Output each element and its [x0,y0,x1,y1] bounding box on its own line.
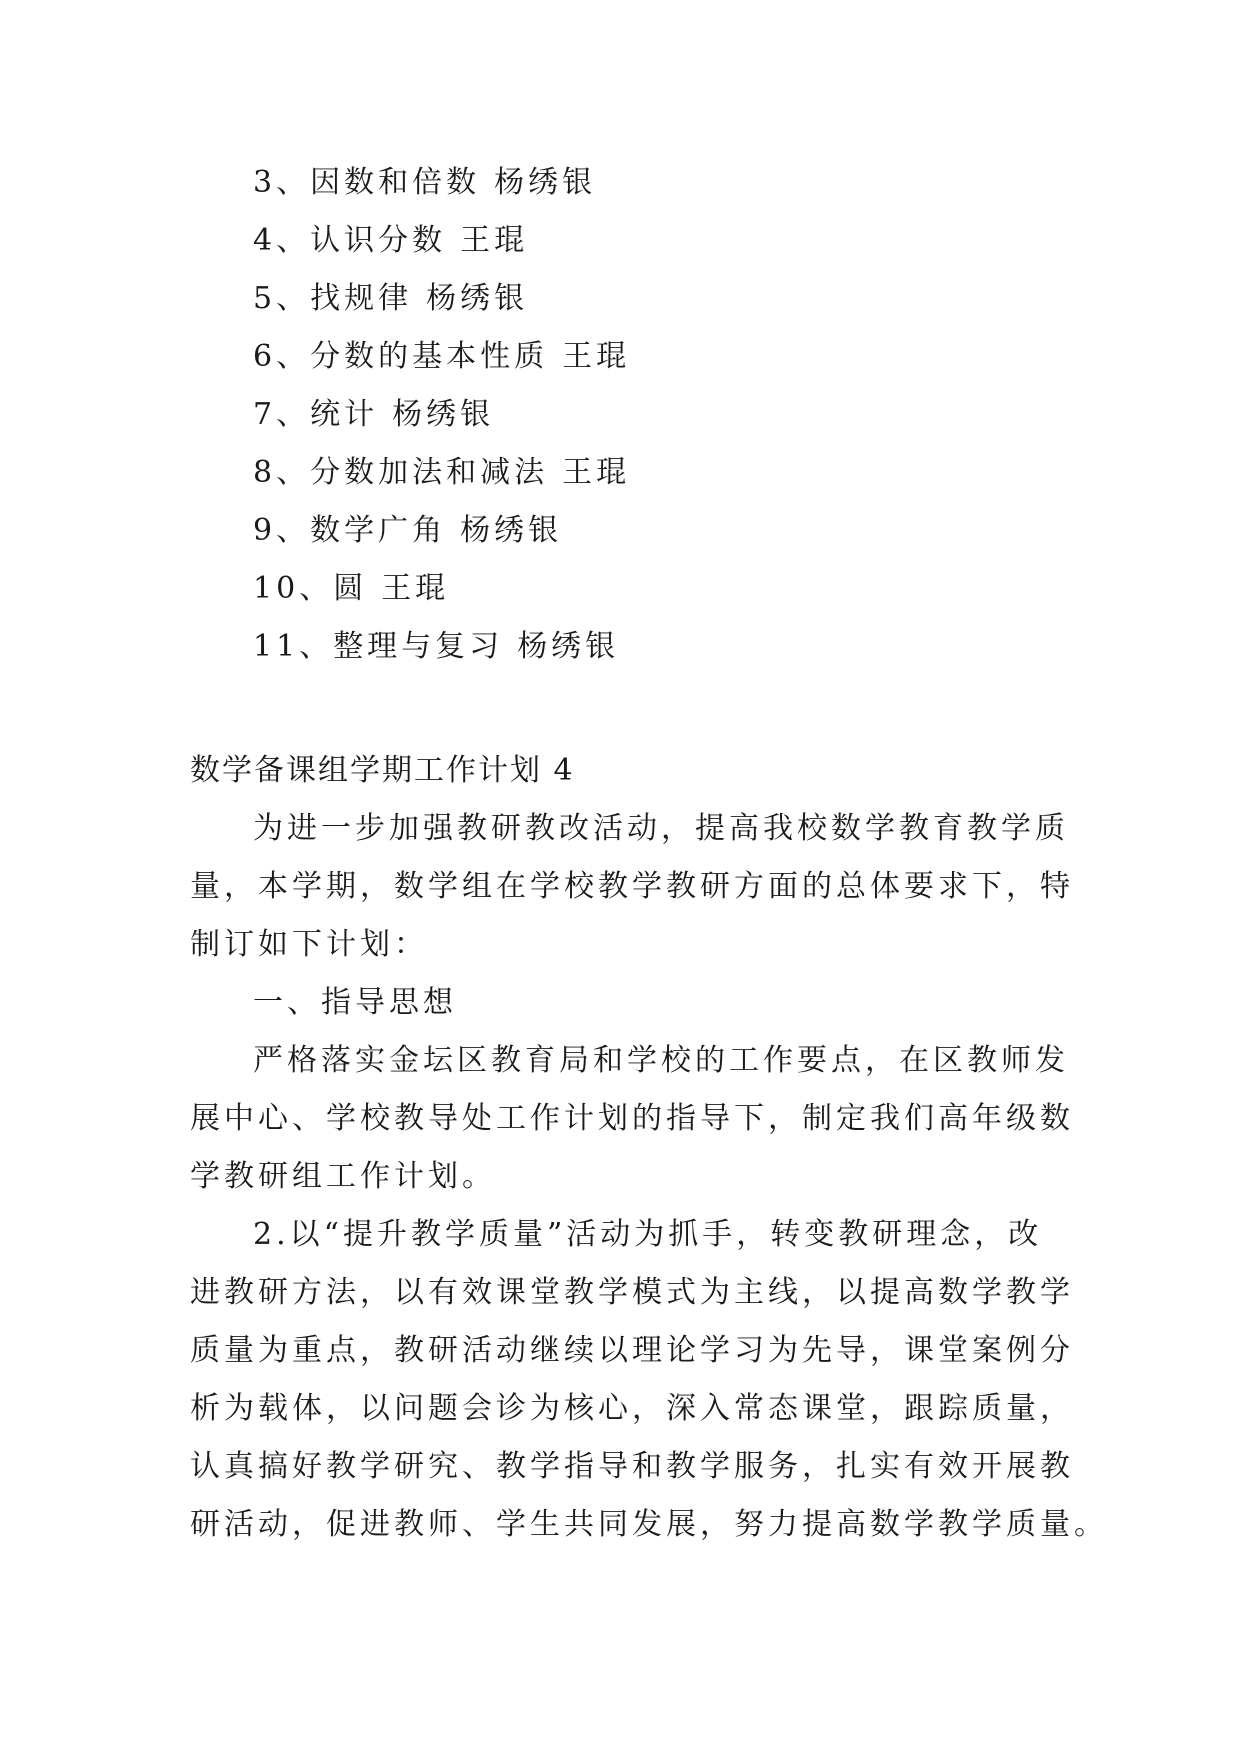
item-number: 5、 [253,281,311,316]
item-number: 9、 [253,513,311,548]
text-line: 量，本学期，数学组在学校教学教研方面的总体要求下，特 [190,869,1074,904]
list-item [253,444,630,502]
item-topic: 因数和倍数 [310,165,481,200]
item-topic: 数学广角 [310,513,447,548]
text-line: 进教研方法，以有效课堂教学模式为主线，以提高数学教学 [190,1275,1074,1310]
item-teacher: 杨绣银 [392,397,495,432]
item-number: 10、 [253,571,334,606]
schedule-list [253,154,630,676]
item-teacher: 杨绣银 [517,629,620,664]
list-item [253,386,630,444]
item-teacher: 杨绣银 [426,281,529,316]
intro-paragraph [190,800,1074,974]
item-number: 7、 [253,397,311,432]
item-teacher: 王琨 [381,571,450,606]
text-line: 为进一步加强教研教改活动，提高我校数学教育教学质 [253,811,1069,846]
item-topic: 认识分数 [310,223,447,258]
item-number: 3、 [253,165,311,200]
list-item [253,560,630,618]
text-line: 学教研组工作计划。 [190,1159,496,1194]
item-teacher: 王琨 [460,223,529,258]
paragraph-2 [190,1206,1108,1554]
text-line: 研活动，促进教师、学生共同发展，努力提高数学教学质量。 [190,1507,1108,1542]
item-number: 11、 [253,629,334,664]
item-topic: 整理与复习 [333,629,504,664]
heading-guiding-thought [190,974,1070,1032]
item-number: 8、 [253,455,311,490]
item-teacher: 杨绣银 [460,513,563,548]
item-teacher: 杨绣银 [494,165,597,200]
item-teacher: 王琨 [562,339,631,374]
list-item [253,154,630,212]
list-item [253,328,630,386]
section-title: 数学备课组学期工作计划 4 [190,753,575,788]
item-topic: 统计 [310,397,379,432]
text-line: 严格落实金坛区教育局和学校的工作要点，在区教师发 [253,1043,1069,1078]
text-line: 制订如下计划： [190,927,428,962]
work-plan-section [190,742,1108,1554]
item-teacher: 王琨 [562,455,631,490]
text-line: 质量为重点，教研活动继续以理论学习为先导，课堂案例分 [190,1333,1074,1368]
item-topic: 找规律 [310,281,413,316]
text-line: 一、指导思想 [253,985,457,1020]
text-line: 2.以“提升教学质量”活动为抓手，转变教研理念，改 [253,1217,1043,1252]
paragraph-1 [190,1032,1074,1206]
text-line: 析为载体，以问题会诊为核心，深入常态课堂，跟踪质量， [190,1391,1074,1426]
item-number: 4、 [253,223,311,258]
text-line: 展中心、学校教导处工作计划的指导下，制定我们高年级数 [190,1101,1074,1136]
list-item [253,270,630,328]
item-topic: 圆 [333,571,368,606]
item-number: 6、 [253,339,311,374]
item-topic: 分数的基本性质 [310,339,549,374]
list-item [253,618,630,676]
list-item [253,212,630,270]
list-item [253,502,630,560]
text-line: 认真搞好教学研究、教学指导和教学服务，扎实有效开展教 [190,1449,1074,1484]
item-topic: 分数加法和减法 [310,455,549,490]
